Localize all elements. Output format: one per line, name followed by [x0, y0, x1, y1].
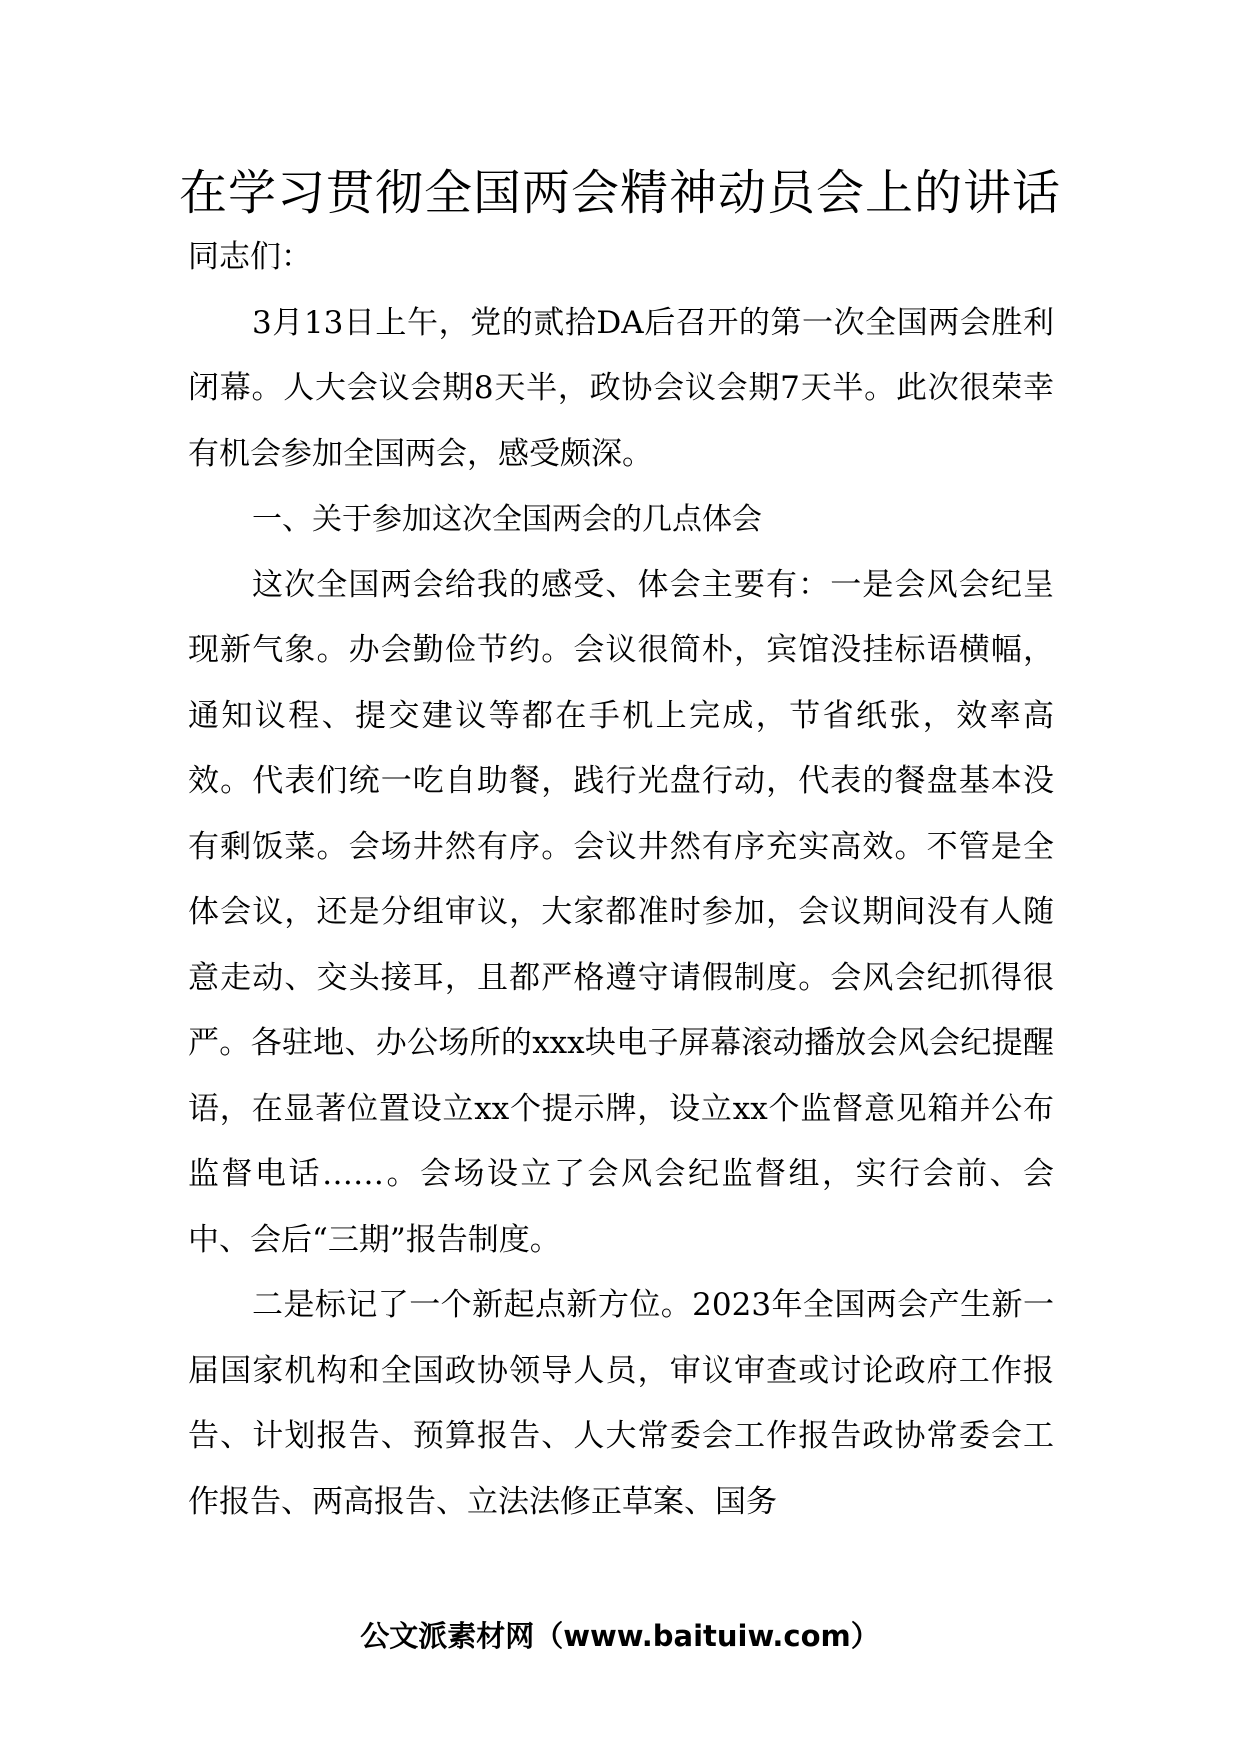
paragraph-intro: 3月13日上午，党的贰拾DA后召开的第一次全国两会胜利闭幕。人大会议会期8天半，政协会议会期7天半。此次很荣幸有机会参加全国两会，感受颇深。 — [188, 304, 1054, 472]
salutation: 同志们： — [188, 239, 312, 275]
footer-watermark: 公文派素材网（www.baituiw.com） — [360, 1619, 880, 1653]
document-body — [188, 225, 1054, 1535]
paragraph-experience-2: 二是标记了一个新起点新方位。2023年全国两会产生新一届国家机构和全国政协领导人员，审议审查或讨论政府工作报告、计划报告、预算报告、人大常委会工作报告政协常委会工作报告、两高报告、立法法修正草案、国务 — [188, 1287, 1054, 1520]
document-title: 在学习贯彻全国两会精神动员会上的讲话 — [178, 165, 1061, 221]
paragraph-experience-1: 这次全国两会给我的感受、体会主要有：一是会风会纪呈现新气象。办会勤俭节约。会议很简朴，宾馆没挂标语横幅，通知议程、提交建议等都在手机上完成，节省纸张，效率高效。代表们统一吃自助餐，践行光盘行动，代表的餐盘基本没有剩饭菜。会场井然有序。会议井然有序充实高效。不管是全体会议，还是分组审议，大家都准时参加，会议期间没有人随意走动、交头接耳，且都严格遵守请假制度。会风会纪抓得很严。各驻地、办公场所的xxx块电子屏幕滚动播放会风会纪提醒语，在显著位置设立xx个提示牌，设立xx个监督意见箱并公布监督电话……。会场设立了会风会纪监督组，实行会前、会中、会后“三期”报告制度。 — [188, 566, 1054, 1258]
section-heading-1: 一、关于参加这次全国两会的几点体会 — [252, 502, 762, 537]
